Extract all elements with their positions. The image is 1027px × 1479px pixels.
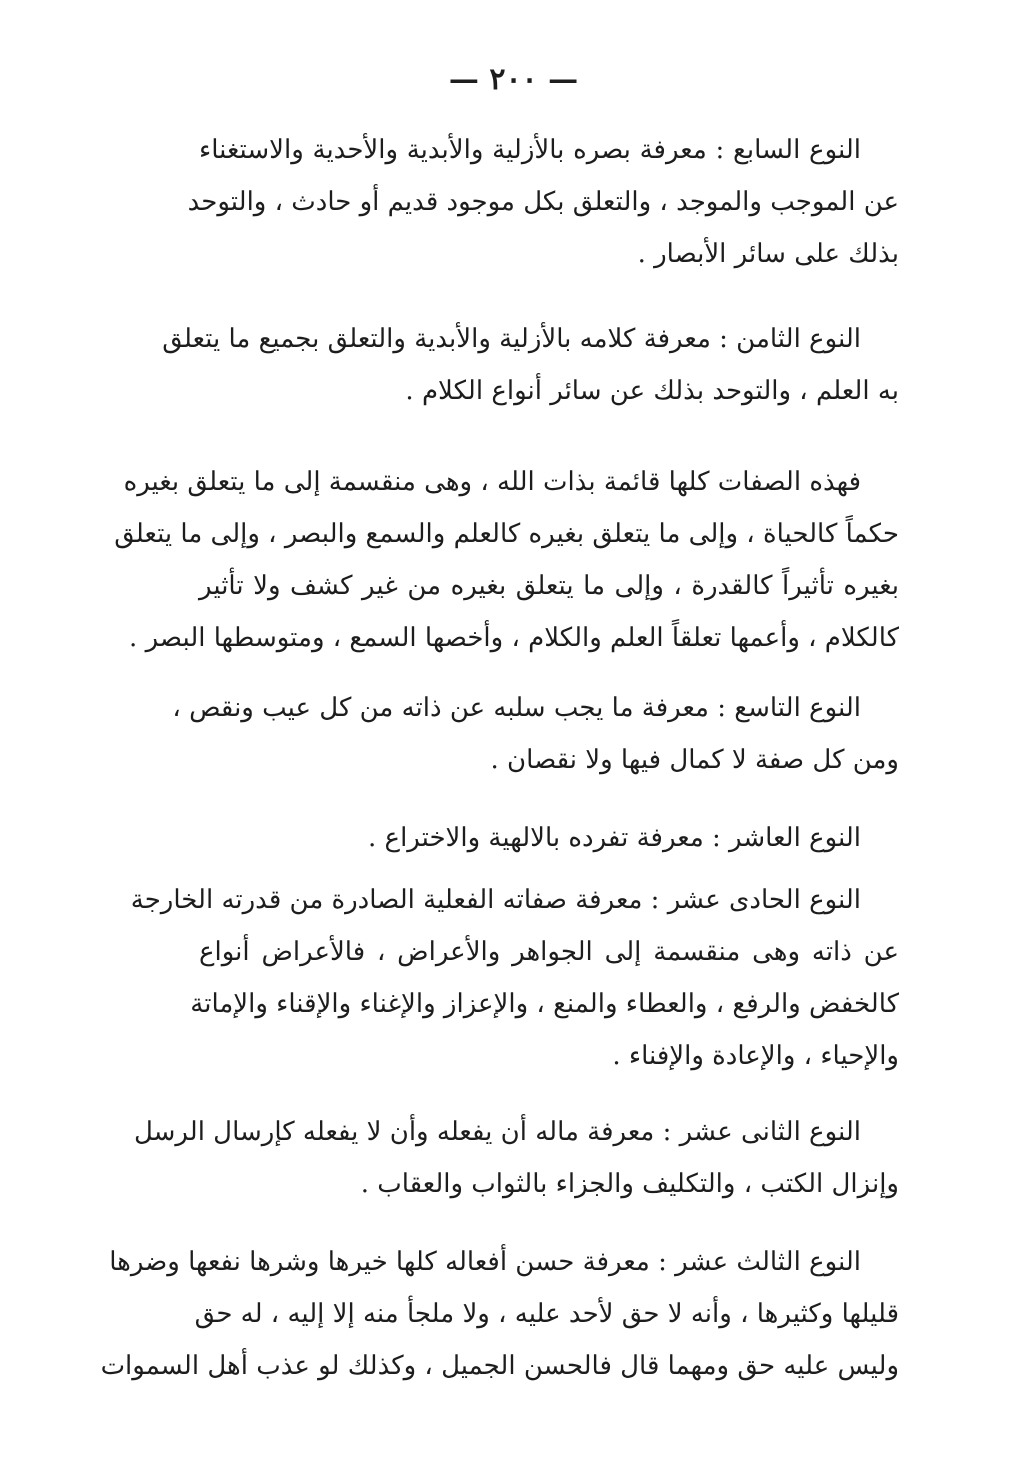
text-line: كالخفض والرفع ، والعطاء والمنع ، والإعزاز والإغناء والإقناء والإماتة xyxy=(190,989,899,1019)
text-line: قليلها وكثيرها ، وأنه لا حق لأحد عليه ، ولا ملجأ منه إلا إليه ، له حق xyxy=(194,1299,899,1329)
text-line: النوع السابع : معرفة بصره بالأزلية والأبدية والأحدية والاستغناء xyxy=(199,135,861,165)
text-line: النوع الثامن : معرفة كلامه بالأزلية والأبدية والتعلق بجميع ما يتعلق xyxy=(162,324,861,354)
text-line: وليس عليه حق ومهما قال فالحسن الجميل ، وكذلك لو عذب أهل السموات xyxy=(100,1351,899,1381)
text-line: حكماً كالحياة ، وإلى ما يتعلق بغيره كالعلم والسمع والبصر ، وإلى ما يتعلق xyxy=(114,519,899,549)
paragraph-type-ten xyxy=(199,812,899,864)
paragraph-type-seven xyxy=(187,124,899,280)
text-line: النوع الحادى عشر : معرفة صفاته الفعلية الصادرة من قدرته الخارجة xyxy=(130,885,861,915)
text-line: النوع التاسع : معرفة ما يجب سلبه عن ذاته من كل عيب ونقص ، xyxy=(172,693,861,723)
text-line: بغيره تأثيراً كالقدرة ، وإلى ما يتعلق بغيره من غير كشف ولا تأثير xyxy=(199,571,899,601)
text-line: النوع الثانى عشر : معرفة ماله أن يفعله وأن لا يفعله كإرسال الرسل xyxy=(133,1117,861,1147)
text-line: والإحياء ، والإعادة والإفناء . xyxy=(612,1041,899,1071)
paragraph-type-eleven xyxy=(130,874,899,1082)
text-line: ومن كل صفة لا كمال فيها ولا نقصان . xyxy=(490,745,899,775)
text-line: كالكلام ، وأعمها تعلقاً العلم والكلام ، وأخصها السمع ، ومتوسطها البصر . xyxy=(129,623,899,653)
page-number: — ٢٠٠ — xyxy=(448,62,579,97)
text-line: وإنزال الكتب ، والتكليف والجزاء بالثواب والعقاب . xyxy=(360,1169,899,1199)
text-line: عن الموجب والموجد ، والتعلق بكل موجود قديم أو حادث ، والتوحد xyxy=(187,187,899,217)
paragraph-type-twelve xyxy=(133,1106,899,1210)
text-line: النوع العاشر : معرفة تفرده بالالهية والاختراع . xyxy=(368,823,861,853)
paragraph-attributes-summary xyxy=(114,456,899,664)
paragraph-type-nine xyxy=(172,682,899,786)
text-line: فهذه الصفات كلها قائمة بذات الله ، وهى منقسمة إلى ما يتعلق بغيره xyxy=(123,467,861,497)
paragraph-type-eight xyxy=(162,313,899,417)
text-line: بذلك على سائر الأبصار . xyxy=(637,239,899,269)
text-line: النوع الثالث عشر : معرفة حسن أفعاله كلها خيرها وشرها نفعها وضرها xyxy=(109,1247,861,1277)
text-line: عن ذاته وهى منقسمة إلى الجواهر والأعراض ، فالأعراض أنواع xyxy=(199,937,899,967)
text-line: به العلم ، والتوحد بذلك عن سائر أنواع الكلام . xyxy=(405,376,899,406)
paragraph-type-thirteen xyxy=(100,1236,899,1392)
